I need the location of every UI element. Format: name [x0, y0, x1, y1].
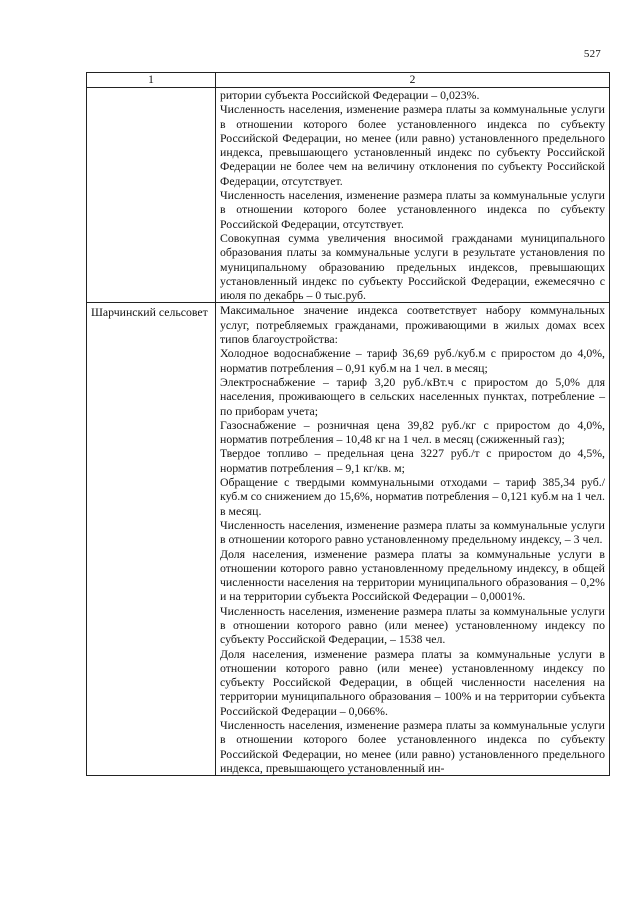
municipality-name-cell: Шарчинский сельсовет — [87, 303, 216, 776]
paragraph: Численность населения, изменение размера платы за коммунальные услуги в отношении которого равно установленному предельному индексу, – 3 чел. — [220, 517, 605, 547]
description-cell — [216, 303, 610, 776]
table-row — [87, 303, 610, 776]
paragraph: Твердое топливо – предельная цена 3227 руб./т с приростом до 4,5%, норматив потребления – 9,1 кг/кв. м; — [220, 446, 605, 475]
paragraph: Совокупная сумма увеличения вносимой гражданами муниципального образования платы за коммунальные услуги в результате установления по муниципальному образованию предельных индексов, превышающих установленный индекс по субъекту Российской Федерации, ежемесячно с июля по декабрь – 0 тыс.руб. — [220, 230, 605, 303]
paragraph: Обращение с твердыми коммунальными отходами – тариф 385,34 руб./куб.м со снижением до 15,6%, норматив потребления – 0,121 куб.м на 1 чел. в месяц. — [220, 475, 605, 518]
table-header-row — [87, 73, 610, 88]
paragraph: Численность населения, изменение размера платы за коммунальные услуги в отношении которого более установленного индекса по субъекту Российской Федерации, но менее (или равно) установленного предельного индекса, превышающего установленный ин- — [220, 718, 605, 775]
document-table — [86, 72, 610, 776]
paragraph: Численность населения, изменение размера платы за коммунальные услуги в отношении которого равно (или менее) установленному индексу по субъекту Российской Федерации, – 1538 чел. — [220, 603, 605, 647]
paragraph: Максимальное значение индекса соответствует набору коммунальных услуг, потребляемых гражданами, проживающими в жилых домах всех типов благоустройства: — [220, 303, 605, 347]
paragraph: Доля населения, изменение размера платы за коммунальные услуги в отношении которого равно (или менее) установленному индексу по субъекту Российской Федерации, в общей численности населения на территории муниципального образования – 100% и на территории субъекта Российской Федерации – 0,066%. — [220, 646, 605, 718]
page-number: 527 — [583, 48, 601, 60]
paragraph: Газоснабжение – розничная цена 39,82 руб./кг с приростом до 4,0%, норматив потребления – 10,48 кг на 1 чел. в месяц (сжиженный газ); — [220, 417, 605, 447]
paragraph: ритории субъекта Российской Федерации – 0,023%. — [220, 88, 480, 102]
column-header-2: 2 — [216, 73, 610, 88]
column-header-1: 1 — [87, 73, 216, 88]
municipality-name-cell — [87, 88, 216, 303]
description-cell — [216, 88, 610, 303]
table-row — [87, 88, 610, 303]
paragraph: Численность населения, изменение размера платы за коммунальные услуги в отношении которого более установленного индекса по субъекту Российской Федерации, отсутствует. — [220, 188, 605, 231]
paragraph: Электроснабжение – тариф 3,20 руб./кВт.ч с приростом до 5,0% для населения, проживающего в сельских населенных пунктах, потребление – по приборам учета; — [220, 374, 605, 418]
paragraph: Доля населения, изменение размера платы за коммунальные услуги в отношении которого равно установленному предельному индексу, в общей численности населения на территории муниципального образования – 0,2% и на территории субъекта Российской Федерации – 0,0001%. — [220, 546, 605, 604]
paragraph: Численность населения, изменение размера платы за коммунальные услуги в отношении которого более установленного индекса по субъекту Российской Федерации, но менее (или равно) установленного предельного индекса, превышающего установленный индекс по субъекту Российской Федерации не более чем на величину отклонения по субъекту Российской Федерации, отсутствует. — [220, 102, 605, 188]
paragraph: Холодное водоснабжение – тариф 36,69 руб./куб.м с приростом до 4,0%, норматив потребления – 0,91 куб.м на 1 чел. в месяц; — [220, 346, 605, 375]
